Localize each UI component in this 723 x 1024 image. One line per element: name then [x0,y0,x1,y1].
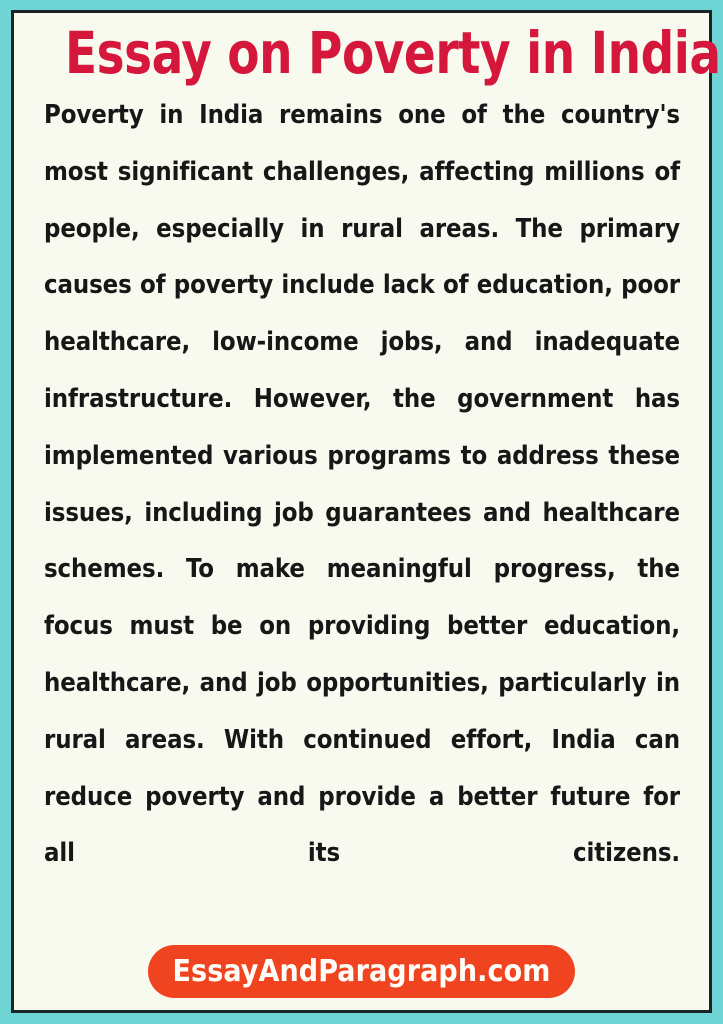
essay-card [14,13,721,1010]
essay-paragraph: Poverty in India remains one of the country's most significant challenges, affecting millions of people, especially in rural areas. The primary causes of poverty include lack of education, poor healthcare, low-income jobs, and inadequate infrastructure. However, the government has implemented various programs to address these issues, including job guarantees and healthcare schemes. To make meaningful progress, the focus must be on providing better education, healthcare, and job opportunities, particularly in rural areas. With continued effort, India can reduce poverty and provide a better future for all its citizens. [44,100,680,869]
essay-body-container [14,87,709,939]
title-container [14,13,721,87]
card-border [11,10,721,1013]
page-title: Essay on Poverty in India [64,19,721,87]
brand-badge[interactable]: EssayAndParagraph.com [148,945,575,998]
footer [14,945,709,998]
